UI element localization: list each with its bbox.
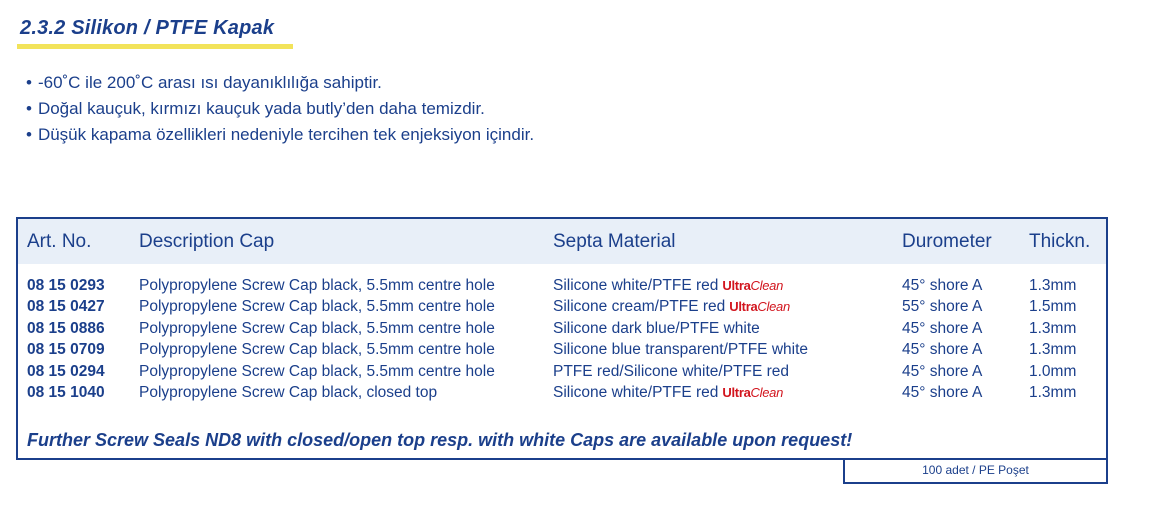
product-table bbox=[16, 217, 1108, 460]
thickness: 1.5mm bbox=[1029, 298, 1077, 316]
table-row bbox=[18, 298, 1106, 319]
description: Polypropylene Screw Cap black, 5.5mm centre hole bbox=[139, 341, 495, 359]
header-thickness: Thickn. bbox=[1029, 231, 1091, 252]
durometer: 45° shore A bbox=[902, 383, 983, 401]
durometer: 45° shore A bbox=[902, 319, 983, 337]
description: Polypropylene Screw Cap black, 5.5mm centre hole bbox=[139, 362, 495, 380]
table-row bbox=[18, 384, 1106, 405]
art-no: 08 15 1040 bbox=[27, 383, 105, 401]
title-highlight bbox=[17, 44, 293, 49]
packaging-info: 100 adet / PE Poşet bbox=[843, 460, 1108, 484]
feature-item: • -60˚C ile 200˚C arası ısı dayanıklılığa sahiptir. bbox=[26, 70, 534, 96]
table-row bbox=[18, 341, 1106, 362]
durometer: 45° shore A bbox=[902, 341, 983, 359]
septa-text: Silicone cream/PTFE red bbox=[553, 298, 726, 316]
table-row bbox=[18, 363, 1106, 384]
septa-material: Silicone dark blue/PTFE white bbox=[553, 319, 760, 337]
septa-text: Silicone white/PTFE red bbox=[553, 383, 719, 401]
table-header bbox=[18, 219, 1106, 264]
art-no: 08 15 0886 bbox=[27, 319, 105, 337]
art-no: 08 15 0294 bbox=[27, 362, 105, 380]
header-septa: Septa Material bbox=[553, 231, 676, 252]
feature-item: • Düşük kapama özellikleri nedeniyle tercihen tek enjeksiyon içindir. bbox=[26, 122, 534, 148]
durometer: 55° shore A bbox=[902, 298, 983, 316]
ultraclean-logo: UltraClean bbox=[722, 384, 783, 400]
feature-list bbox=[26, 70, 534, 148]
header-description: Description Cap bbox=[139, 231, 275, 252]
availability-note: Further Screw Seals ND8 with closed/open top resp. with white Caps are available upon request! bbox=[27, 430, 853, 450]
art-no: 08 15 0427 bbox=[27, 298, 105, 316]
table-body bbox=[18, 277, 1106, 405]
thickness: 1.0mm bbox=[1029, 362, 1077, 380]
description: Polypropylene Screw Cap black, closed top bbox=[139, 383, 438, 401]
ultraclean-logo: UltraClean bbox=[722, 278, 783, 293]
table-row bbox=[18, 277, 1106, 298]
septa-material: PTFE red/Silicone white/PTFE red bbox=[553, 362, 790, 380]
art-no: 08 15 0293 bbox=[27, 277, 105, 294]
section-title: 2.3.2 Silikon / PTFE Kapak bbox=[20, 17, 275, 39]
septa-material bbox=[553, 277, 783, 295]
septa-material bbox=[553, 298, 790, 316]
art-no: 08 15 0709 bbox=[27, 341, 105, 359]
header-art-no: Art. No. bbox=[27, 231, 92, 252]
durometer: 45° shore A bbox=[902, 362, 983, 380]
thickness: 1.3mm bbox=[1029, 319, 1077, 337]
thickness: 1.3mm bbox=[1029, 341, 1077, 359]
thickness: 1.3mm bbox=[1029, 383, 1077, 401]
table-row bbox=[18, 320, 1106, 341]
septa-text: Silicone white/PTFE red bbox=[553, 277, 719, 294]
header-durometer: Durometer bbox=[902, 231, 992, 252]
durometer: 45° shore A bbox=[902, 277, 983, 294]
description: Polypropylene Screw Cap black, 5.5mm centre hole bbox=[139, 298, 495, 316]
feature-item: • Doğal kauçuk, kırmızı kauçuk yada butly’den daha temizdir. bbox=[26, 96, 534, 122]
thickness: 1.3mm bbox=[1029, 277, 1077, 294]
ultraclean-logo: UltraClean bbox=[729, 299, 790, 315]
description: Polypropylene Screw Cap black, 5.5mm centre hole bbox=[139, 277, 495, 294]
septa-material: Silicone blue transparent/PTFE white bbox=[553, 341, 809, 359]
description: Polypropylene Screw Cap black, 5.5mm centre hole bbox=[139, 319, 495, 337]
septa-material bbox=[553, 384, 783, 402]
